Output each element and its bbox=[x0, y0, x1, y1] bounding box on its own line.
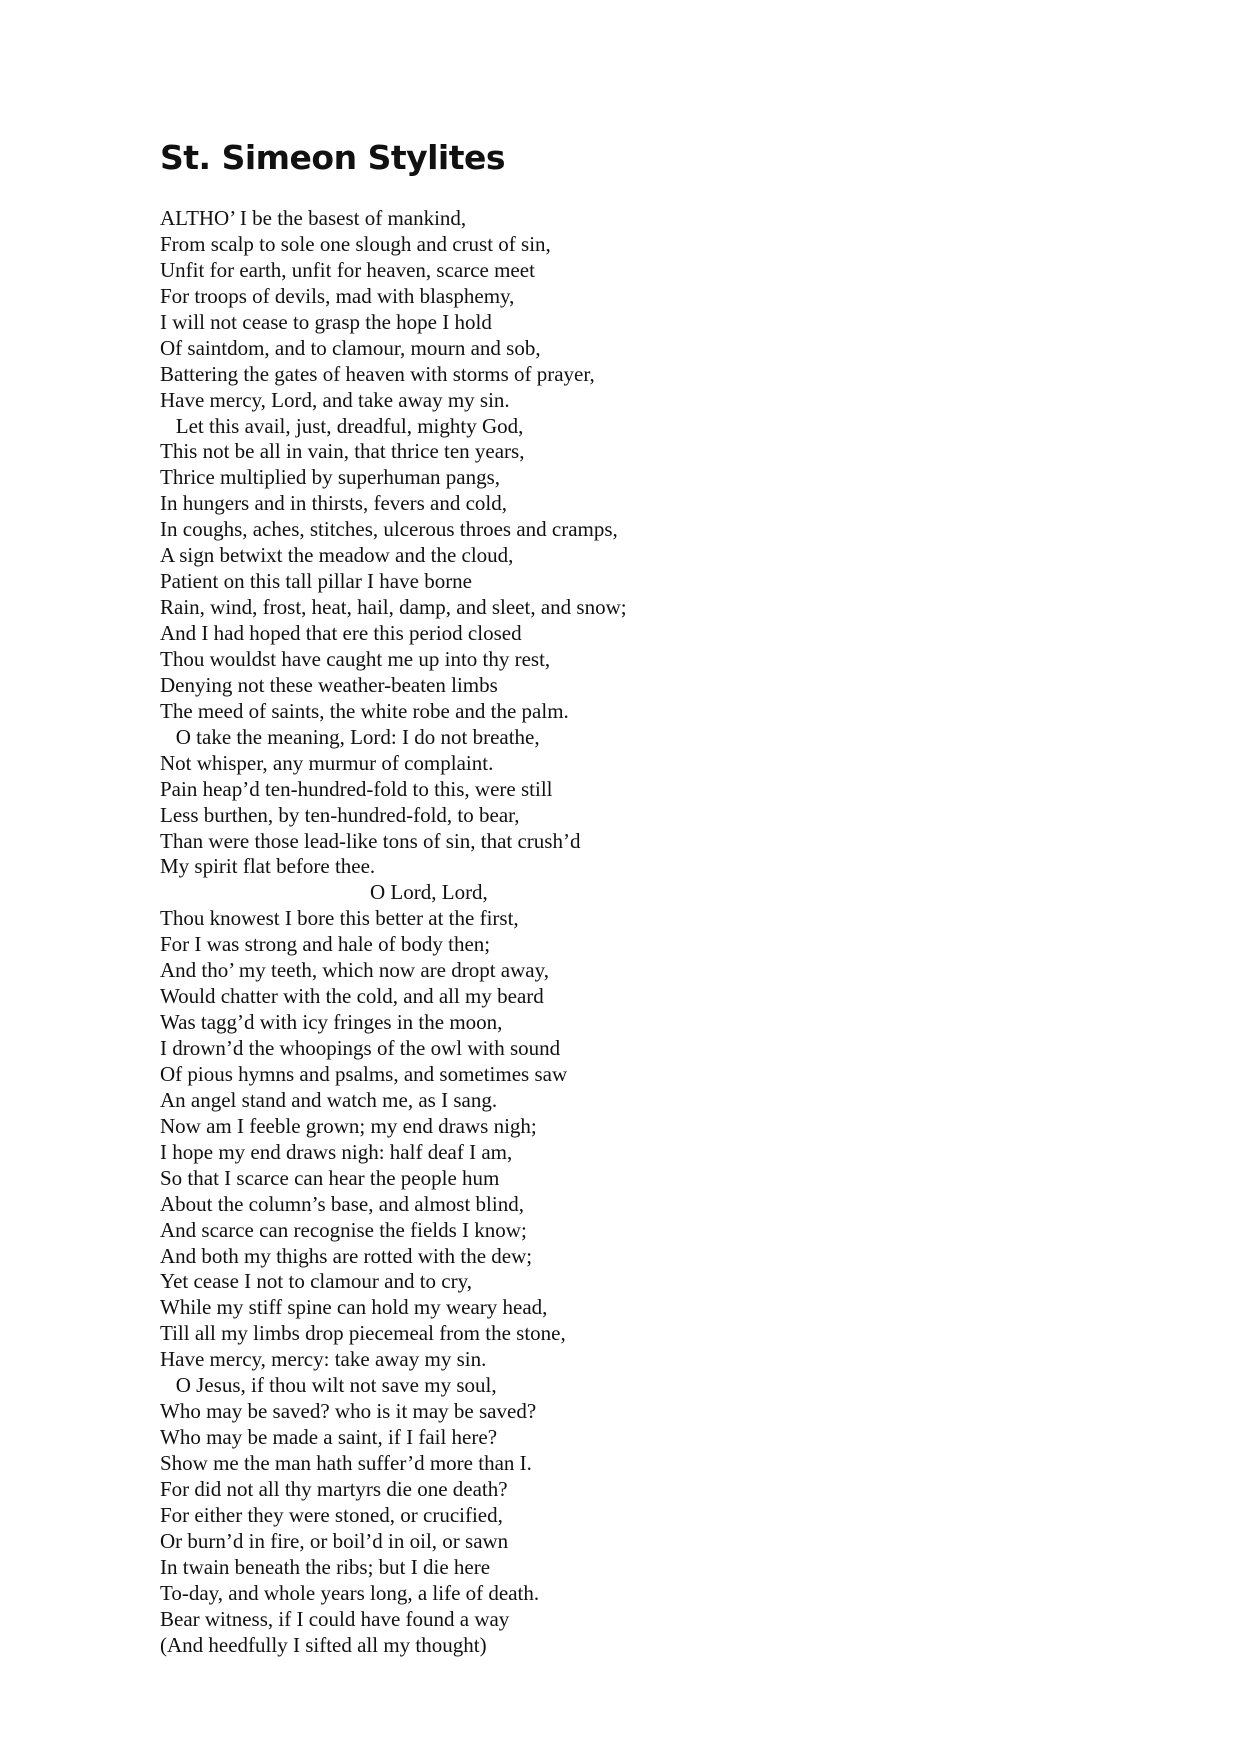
poem-line: Thou wouldst have caught me up into thy rest, bbox=[160, 646, 551, 671]
poem-line: O take the meaning, Lord: I do not breathe, bbox=[160, 724, 540, 749]
poem-line: While my stiff spine can hold my weary head, bbox=[160, 1295, 548, 1320]
poem-line: Or burn’d in fire, or boil’d in oil, or sawn bbox=[160, 1528, 509, 1553]
poem-line: In hungers and in thirsts, fevers and cold, bbox=[160, 491, 508, 516]
poem-line: So that I scarce can hear the people hum bbox=[160, 1165, 500, 1190]
poem-line: Thrice multiplied by superhuman pangs, bbox=[160, 465, 501, 490]
poem-line: From scalp to sole one slough and crust of sin, bbox=[160, 231, 551, 256]
poem-line: Of saintdom, and to clamour, mourn and sob, bbox=[160, 335, 541, 360]
poem-body bbox=[160, 206, 627, 1659]
poem-line: The meed of saints, the white robe and the palm. bbox=[160, 698, 569, 723]
poem-line: And scarce can recognise the fields I know; bbox=[160, 1217, 527, 1242]
poem-line: Who may be saved? who is it may be saved? bbox=[160, 1399, 537, 1424]
poem-line: And I had hoped that ere this period closed bbox=[160, 621, 522, 645]
page-title: St. Simeon Stylites bbox=[160, 138, 506, 177]
poem-line: Not whisper, any murmur of complaint. bbox=[160, 750, 494, 775]
poem-line: Battering the gates of heaven with storms of prayer, bbox=[160, 361, 595, 386]
poem-line: And tho’ my teeth, which now are dropt away, bbox=[160, 958, 549, 983]
poem-line: Denying not these weather-beaten limbs bbox=[160, 672, 498, 697]
poem-line: Rain, wind, frost, heat, hail, damp, and sleet, and snow; bbox=[160, 595, 627, 620]
poem-line: For did not all thy martyrs die one death? bbox=[160, 1476, 508, 1501]
poem-line: My spirit flat before thee. bbox=[160, 854, 376, 879]
poem-line: A sign betwixt the meadow and the cloud, bbox=[160, 543, 514, 568]
poem-line: ALTHO’ I be the basest of mankind, bbox=[160, 206, 467, 230]
poem-line: Till all my limbs drop piecemeal from the stone, bbox=[160, 1321, 566, 1346]
poem-line: I hope my end draws nigh: half deaf I am, bbox=[160, 1139, 513, 1164]
poem-line: For I was strong and hale of body then; bbox=[160, 932, 491, 957]
poem-line: In coughs, aches, stitches, ulcerous throes and cramps, bbox=[160, 517, 618, 542]
poem-line: For troops of devils, mad with blasphemy, bbox=[160, 283, 515, 308]
poem-line: An angel stand and watch me, as I sang. bbox=[160, 1087, 498, 1112]
poem-line: Show me the man hath suffer’d more than I. bbox=[160, 1451, 532, 1475]
poem-line: Of pious hymns and psalms, and sometimes saw bbox=[160, 1061, 568, 1086]
poem-line: For either they were stoned, or crucified, bbox=[160, 1502, 503, 1527]
poem-line: O Lord, Lord, bbox=[160, 880, 488, 905]
poem-line: About the column’s base, and almost blind, bbox=[160, 1191, 524, 1216]
poem-line: Have mercy, Lord, and take away my sin. bbox=[160, 387, 510, 412]
poem-line: Who may be made a saint, if I fail here? bbox=[160, 1425, 498, 1450]
poem-line: I drown’d the whoopings of the owl with sound bbox=[160, 1036, 561, 1060]
poem-line: Unfit for earth, unfit for heaven, scarce meet bbox=[160, 257, 535, 282]
poem-line: Have mercy, mercy: take away my sin. bbox=[160, 1347, 487, 1372]
poem-line: Let this avail, just, dreadful, mighty God, bbox=[160, 413, 524, 438]
poem-line: Less burthen, by ten-hundred-fold, to bear, bbox=[160, 802, 520, 827]
poem-line: Bear witness, if I could have found a way bbox=[160, 1606, 510, 1631]
poem-line: To-day, and whole years long, a life of death. bbox=[160, 1580, 540, 1605]
poem-line: Now am I feeble grown; my end draws nigh; bbox=[160, 1113, 537, 1138]
poem-line: Than were those lead-like tons of sin, that crush’d bbox=[160, 828, 581, 853]
poem-line: (And heedfully I sifted all my thought) bbox=[160, 1632, 487, 1657]
poem-line: And both my thighs are rotted with the dew; bbox=[160, 1243, 533, 1268]
poem-line: Patient on this tall pillar I have borne bbox=[160, 569, 473, 594]
poem-line: In twain beneath the ribs; but I die here bbox=[160, 1554, 491, 1579]
poem-line: This not be all in vain, that thrice ten years, bbox=[160, 439, 525, 464]
poem-line: O Jesus, if thou wilt not save my soul, bbox=[160, 1373, 497, 1398]
poem-line: I will not cease to grasp the hope I hold bbox=[160, 309, 492, 334]
poem-line: Pain heap’d ten-hundred-fold to this, were still bbox=[160, 776, 553, 801]
poem-line: Thou knowest I bore this better at the first, bbox=[160, 906, 519, 931]
poem-line: Yet cease I not to clamour and to cry, bbox=[160, 1269, 472, 1294]
poem-line: Would chatter with the cold, and all my beard bbox=[160, 984, 544, 1009]
poem-line: Was tagg’d with icy fringes in the moon, bbox=[160, 1010, 503, 1035]
